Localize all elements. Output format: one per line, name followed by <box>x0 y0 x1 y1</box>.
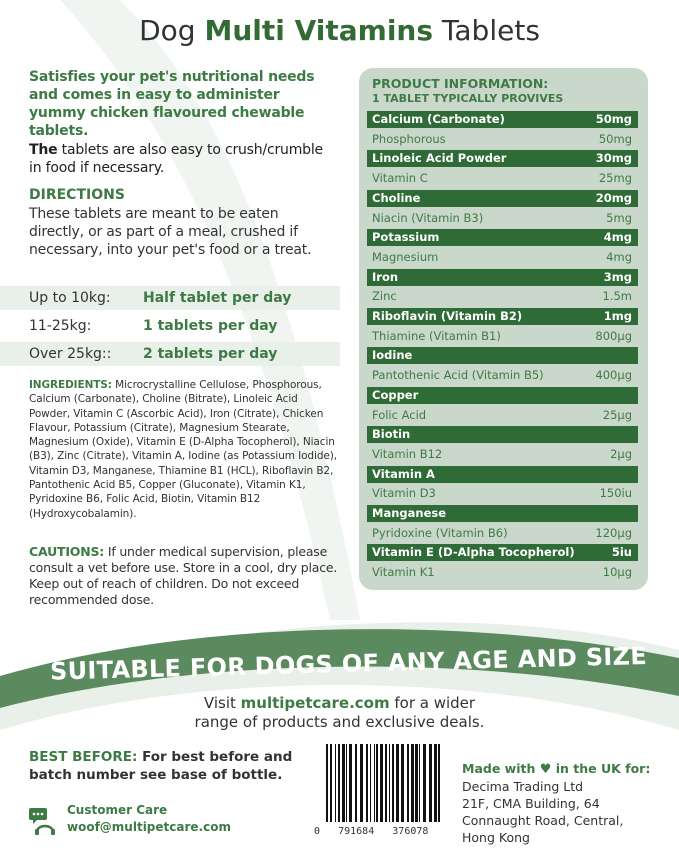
nutrient-name: Linoleic Acid Powder <box>372 151 507 166</box>
heart-icon: ♥ <box>539 762 552 777</box>
barcode-bar <box>401 744 404 822</box>
visit-text: Visit multipetcare.com for a wider range of products and exclusive deals. <box>194 694 485 731</box>
nutrient-name: Phosphorous <box>372 131 446 146</box>
nutrient-name: Vitamin E (D-Alpha Tocopherol) <box>372 545 575 560</box>
barcode-bar <box>326 744 328 822</box>
dosage-row <box>0 286 340 310</box>
nutrient-amount: 50mg <box>598 131 632 146</box>
nutrient-amount: 150iu <box>599 486 632 501</box>
nutrient-name: Magnesium <box>372 249 439 264</box>
banner-text: SUITABLE FOR DOGS OF ANY AGE AND SIZE <box>49 641 648 686</box>
barcode-bar <box>407 744 409 822</box>
intro-text: The tablets are also easy to crush/crumble in food if necessary. <box>29 142 323 176</box>
product-information-panel <box>359 68 648 590</box>
nutrient-name: Copper <box>372 387 419 402</box>
nutrient-name: Iodine <box>372 348 413 363</box>
nutrient-name: Riboflavin (Vitamin B2) <box>372 309 523 323</box>
nutrient-amount: 800µg <box>595 328 632 343</box>
nutrient-name: Choline <box>372 190 421 205</box>
barcode-bar <box>419 744 420 822</box>
nutrient-amount: 120µg <box>595 525 632 540</box>
nutrient-row <box>367 229 638 246</box>
nutrient-row <box>367 544 638 561</box>
nutrient-name: Vitamin C <box>372 171 428 186</box>
nutrient-amount: 1.5m <box>602 289 632 304</box>
nutrient-amount: 30mg <box>595 151 632 166</box>
nutrient-name: Vitamin D3 <box>372 486 436 501</box>
nutrient-row <box>367 407 638 424</box>
nutrient-row <box>367 347 638 364</box>
product-info-heading: PRODUCT INFORMATION: <box>372 76 549 91</box>
nutrient-amount: 400µg <box>595 368 632 383</box>
nutrient-name: Niacin (Vitamin B3) <box>372 210 484 225</box>
nutrient-name: Vitamin A <box>372 466 435 481</box>
nutrient-row <box>367 190 638 207</box>
nutrient-name: Manganese <box>372 506 447 520</box>
nutrient-row <box>367 288 638 305</box>
barcode-bar <box>411 744 414 822</box>
nutrient-row <box>367 466 638 483</box>
address-line: Decima Trading Ltd <box>462 779 584 794</box>
barcode-bar <box>370 744 371 822</box>
barcode-bar <box>392 744 394 822</box>
nutrient-row <box>367 170 638 187</box>
nutrient-row <box>367 269 638 286</box>
nutrient-name: Vitamin K1 <box>372 565 435 580</box>
dosage-weight: Over 25kg:: <box>29 346 112 362</box>
nutrient-amount: 3mg <box>603 269 632 284</box>
dosage-weight: Up to 10kg: <box>29 290 111 306</box>
ingredients: INGREDIENTS: Microcrystalline Cellulose, Phosphorous, Calcium (Carbonate), Choline (Bitrate), Linoleic Acid Powder, Vitamin C (Ascorbic Acid), Iron (Citrate), Chicken Flavour, Potassium (Citrate), Magnesium Stearate, Magnesium (Oxide), Vitamin E (D-Alpha Tocopherol), Niacin (B3), Zinc (Citrate), Vitamin A, Iodine (as Potassium Iodide), Vitamin D3, Manganese, Thiamine B1 (HCL), Riboflavin B2, Pantothenic Acid B5, Copper (Gluconate), Vitamin K1, Pyridoxine B6, Folic Acid, Biotin, Vitamin B12 (Hydroxycobalamin). <box>29 379 337 520</box>
barcode-bar <box>396 744 399 822</box>
nutrient-name: Pantothenic Acid (Vitamin B5) <box>372 368 544 383</box>
nutrient-name: Iron <box>372 269 399 284</box>
nutrient-name: Zinc <box>372 289 397 304</box>
best-before: BEST BEFORE: For best before and batch number see base of bottle. <box>29 749 293 783</box>
nutrient-amount: 25mg <box>598 171 632 186</box>
customer-care-icon <box>28 806 56 836</box>
nutrient-amount: 10µg <box>602 565 632 580</box>
barcode-bar <box>366 744 368 822</box>
nutrient-name: Potassium <box>372 230 440 245</box>
address-line: Hong Kong <box>462 830 530 845</box>
barcode-bar <box>415 744 418 822</box>
barcode-bar <box>376 744 378 822</box>
nutrient-row <box>367 505 638 522</box>
address-line: Connaught Road, Central, <box>462 813 624 828</box>
nutrient-row <box>367 426 638 443</box>
barcode-bar <box>360 744 363 822</box>
dosage-weight: 11-25kg: <box>29 318 92 334</box>
cautions: CAUTIONS: If under medical supervision, please consult a vet before use. Store in a cool, dry place. Keep out of reach of children. Do not exceed recommended dose. <box>29 544 338 607</box>
nutrient-row <box>367 564 638 581</box>
dosage-amount: 1 tablets per day <box>143 318 278 334</box>
barcode-bar <box>355 744 357 822</box>
barcode-bar <box>335 744 336 822</box>
nutrient-name: Folic Acid <box>372 407 427 422</box>
nutrient-row <box>367 111 638 128</box>
product-info-subheading: 1 TABLET TYPICALLY PROVIVES <box>372 92 564 105</box>
barcode-bar <box>349 744 352 822</box>
barcode-bar <box>330 744 332 822</box>
directions-text: These tablets are meant to be eaten directly, or as part of a meal, crushed if necessary, into your pet's food or a treat. <box>29 206 312 258</box>
nutrient-amount: 2µg <box>610 446 632 461</box>
barcode-bar <box>434 744 437 822</box>
made-in: Made with ♥ in the UK for: Decima Trading Ltd 21F, CMA Building, 64 Connaught Road, Central, Hong Kong <box>462 760 672 846</box>
barcode-bar <box>346 744 347 822</box>
nutrient-amount: 25µg <box>602 407 632 422</box>
nutrient-row <box>367 525 638 542</box>
barcode-bar <box>342 744 345 822</box>
barcode-bar <box>429 744 432 822</box>
barcode-number: 0 791684 376078 <box>314 826 429 837</box>
dosage-amount: Half tablet per day <box>143 290 292 306</box>
nutrient-row <box>367 131 638 148</box>
nutrient-name: Vitamin B12 <box>372 446 443 461</box>
intro-highlight: Satisfies your pet's nutritional needs and comes in easy to administer yummy chicken flavoured chewable tablets. <box>29 69 315 139</box>
dosage-row <box>0 342 340 366</box>
barcode-bar <box>338 744 340 822</box>
nutrient-name: Thiamine (Vitamin B1) <box>372 328 501 343</box>
nutrient-row <box>367 328 638 345</box>
nutrient-amount: 5iu <box>611 545 632 560</box>
address-line: 21F, CMA Building, 64 <box>462 796 600 811</box>
nutrient-row <box>367 446 638 463</box>
nutrient-row <box>367 387 638 404</box>
dosage-row <box>0 314 340 338</box>
barcode-bar <box>380 744 383 822</box>
page-title: Dog Multi Vitamins Tablets <box>139 14 540 47</box>
nutrient-amount: 20mg <box>595 190 632 205</box>
nutrient-row <box>367 367 638 384</box>
barcode-bar <box>423 744 426 822</box>
nutrient-row <box>367 150 638 167</box>
nutrient-amount: 50mg <box>595 112 632 126</box>
nutrient-amount: 4mg <box>603 230 632 245</box>
nutrient-row <box>367 210 638 227</box>
customer-care <box>67 802 231 836</box>
website-link[interactable]: multipetcare.com <box>240 694 390 712</box>
barcode-bar <box>374 744 375 822</box>
dosage-amount: 2 tablets per day <box>143 346 278 362</box>
nutrient-amount: 4mg <box>606 249 632 264</box>
nutrient-row <box>367 308 638 325</box>
nutrient-amount: 1mg <box>603 309 632 323</box>
nutrient-name: Calcium (Carbonate) <box>372 112 505 126</box>
nutrient-row <box>367 485 638 502</box>
barcode-bar <box>438 744 440 822</box>
customer-care-label: Customer Care <box>67 803 168 817</box>
barcode-bar <box>389 744 390 822</box>
customer-care-email[interactable]: woof@multipetcare.com <box>67 820 231 834</box>
nutrient-name: Pyridoxine (Vitamin B6) <box>372 525 508 540</box>
nutrient-amount: 5mg <box>606 210 632 225</box>
nutrient-row <box>367 249 638 266</box>
nutrient-name: Biotin <box>372 427 411 442</box>
directions-heading: DIRECTIONS <box>29 187 125 203</box>
barcode-bar <box>385 744 387 822</box>
